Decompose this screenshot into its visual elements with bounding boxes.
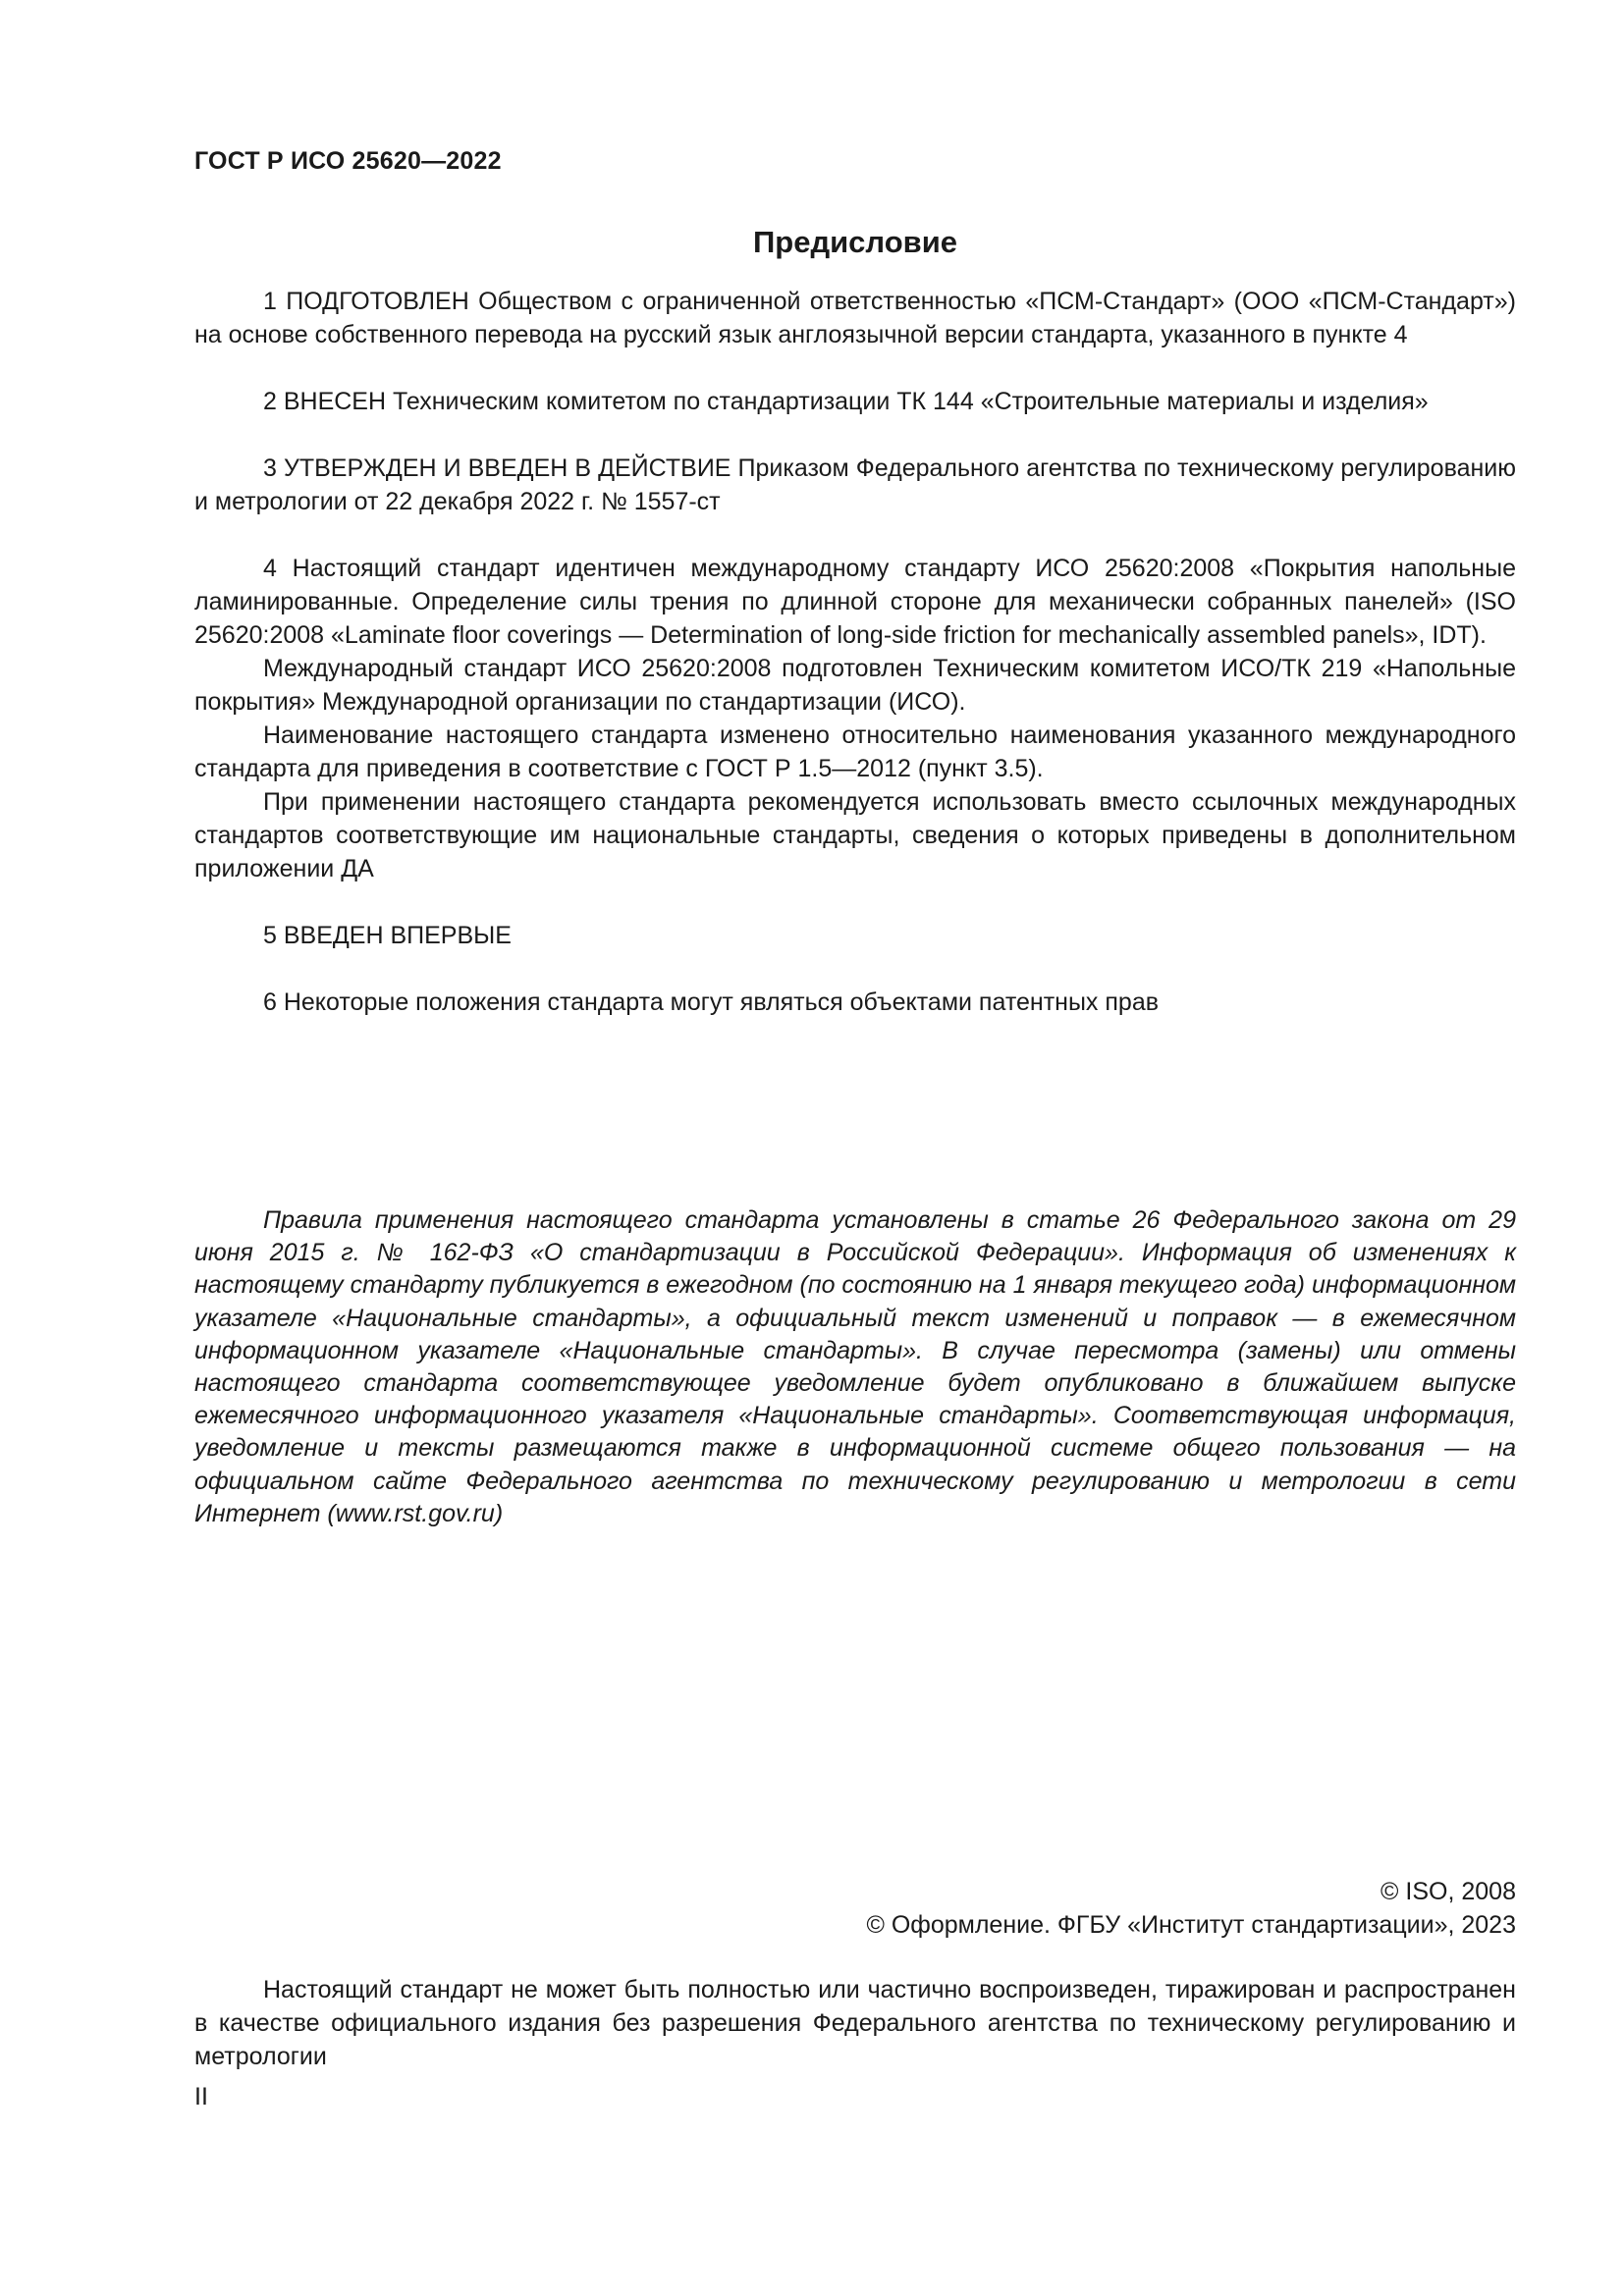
preface-title: Предисловие xyxy=(752,225,957,259)
preface-item-6: 6 Некоторые положения стандарта могут являться объектами патентных прав xyxy=(263,988,1159,1016)
preface-item-4-international: Международный стандарт ИСО 25620:2008 подготовлен Техническим комитетом ИСО/ТК 219 «Напольные покрытия» Международной организации по стандартизации (ИСО). xyxy=(194,655,1516,716)
iso-copyright: © ISO, 2008 xyxy=(1380,1878,1516,1905)
copyright-block xyxy=(866,1875,1516,1942)
reproduction-notice: Настоящий стандарт не может быть полностью или частично воспроизведен, тиражирован и распространен в качестве официального издания без разрешения Федерального агентства по техническому регулированию и метрологии xyxy=(194,1976,1516,2070)
preface-item-2: 2 ВНЕСЕН Техническим комитетом по стандартизации ТК 144 «Строительные материалы и изделия» xyxy=(263,388,1429,415)
preface-item-4-references: При применении настоящего стандарта рекомендуется использовать вместо ссылочных международных стандартов соответствующие им национальные стандарты, сведения о которых приведены в дополнительном приложении ДА xyxy=(194,788,1516,882)
document-page xyxy=(194,0,1516,2296)
preface-item-4-name-change: Наименование настоящего стандарта изменено относительно наименования указанного международного стандарта для приведения в соответствие с ГОСТ Р 1.5—2012 (пункт 3.5). xyxy=(194,721,1516,782)
design-copyright: © Оформление. ФГБУ «Институт стандартизации», 2023 xyxy=(866,1911,1516,1939)
preface-item-1: 1 ПОДГОТОВЛЕН Обществом с ограниченной ответственностью «ПСМ-Стандарт» (ООО «ПСМ-Стандарт») на основе собственного перевода на русский язык англоязычной версии стандарта, указанного в пункте 4 xyxy=(194,288,1516,348)
preface-item-5: 5 ВВЕДЕН ВПЕРВЫЕ xyxy=(263,922,512,949)
preface-item-3: 3 УТВЕРЖДЕН И ВВЕДЕН В ДЕЙСТВИЕ Приказом Федерального агентства по техническому регулированию и метрологии от 22 декабря 2022 г. № 1557-ст xyxy=(194,454,1516,515)
application-rules-notice: Правила применения настоящего стандарта установлены в статье 26 Федерального закона от 29 июня 2015 г. № 162-ФЗ «О стандартизации в Российской Федерации». Информация об изменениях к настоящему стандарту публикуется в ежегодном (по состоянию на 1 января текущего года) информационном указателе «Национальные стандарты», а официальный текст изменений и поправок — в ежемесячном информационном указателе «Национальные стандарты». В случае пересмотра (замены) или отмены настоящего стандарта соответствующее уведомление будет опубликовано в ближайшем выпуске ежемесячного информационного указателя «Национальные стандарты». Соответствующая информация, уведомление и тексты размещаются также в информационной системе общего пользования — на официальном сайте Федерального агентства по техническому регулированию и метрологии в сети Интернет (www.rst.gov.ru) xyxy=(194,1206,1517,1527)
preface-item-4: 4 Настоящий стандарт идентичен международному стандарту ИСО 25620:2008 «Покрытия напольные ламинированные. Определение силы трения по длинной стороне для механически собранных панелей» (ISO 25620:2008 «Laminate floor coverings — Determination of long-side friction for mechanically assembled panels», IDT). xyxy=(194,555,1516,649)
preface-body xyxy=(194,285,1516,1019)
page-number: II xyxy=(194,2083,208,2110)
document-id-header: ГОСТ Р ИСО 25620—2022 xyxy=(194,147,502,175)
